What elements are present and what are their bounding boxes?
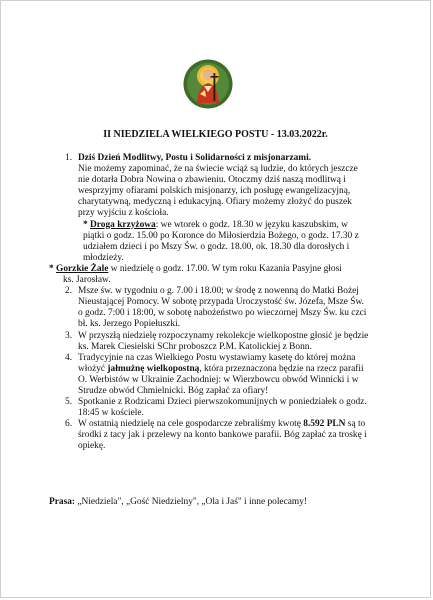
item-number: 3. <box>65 330 73 341</box>
droga-label: Droga krzyżowa <box>90 219 156 230</box>
item-1-text: Nie możemy zapominać, że na świecie wciąż są ludzie, do których jeszcze nie dotarła Dobra Nowina o zbawieniu. Otoczmy dziś naszą modlitwą i wesprzyjmy ofiarami polskich misjonarzy, ich posługę ewangelizacyjną, charytatywną, medyczną i edukacyjną. Ofiary możemy złożyć do puszek przy wyjściu z kościoła. <box>78 164 358 219</box>
press-note <box>49 497 379 508</box>
item-6-post: są to środki z tacy jak i przelewy na konto bankowe parafii. Bóg zapłać za troskę i opiekę. <box>78 419 367 452</box>
item-number: 1. <box>65 153 73 163</box>
press-text: „Niedziela", „Gość Niedzielny", „Ola i Jaś" i inne polecamy! <box>75 497 308 507</box>
gorzkie-label: Gorzkie Żale <box>56 263 109 274</box>
item-number: 5. <box>65 397 73 408</box>
announcement-4 <box>49 353 369 397</box>
gorzkie-star: * <box>49 263 54 274</box>
announcement-3 <box>49 331 369 353</box>
press-label: Prasa: <box>49 497 76 507</box>
announcement-6 <box>49 419 369 452</box>
announcement-5 <box>49 397 369 419</box>
item-number: 2. <box>65 286 73 297</box>
droga-text: : we wtorek o godz. 18.30 w języku kaszubskim, w piątki o godz. 15.00 po Koronce do Miłosierdzia Bożego, o godz. 17.30 z udziałem dzieci i po Mszy Św. o godz. 18.00, ok. 18.30 dla dorosłych i młodzieży. <box>83 219 359 263</box>
item-1-lead: Dziś Dzień Modlitwy, Postu i Solidarności z misjonarzami. <box>78 153 312 163</box>
droga-krzyzowa <box>49 220 369 264</box>
page-title: II NIEDZIELA WIELKIEGO POSTU - 13.03.2022r. <box>103 129 328 140</box>
gorzkie-cont: ks. Jarosław. <box>63 275 111 286</box>
item-4-bold: jałmużnę wielkopostną <box>107 363 200 374</box>
item-6-pre: W ostatnią niedzielę na cele gospodarcze zebraliśmy kwotę <box>78 419 304 430</box>
item-4-post: , która przeznaczona będzie na rzecz parafii O. Werbistów w Ukrainie Zachodniej: w Wierzbowcu obwód Winnicki i w Strudze obwód Chmielnicki. Bóg zapłać za ofiary! <box>78 363 364 396</box>
announcement-1 <box>49 153 369 220</box>
item-2-text: Msze św. w tygodniu o g. 7.00 i 18.00; w środę z nowenną do Matki Bożej Nieustającej Pomocy. W sobotę przypada Uroczystość św. Józefa, Msze Św. o godz. 7:00 i 18:00, w sobotę nabożeństwo po wieczornej Mszy Św. ku czci bł. ks. Jerzego Popiełuszki. <box>78 286 367 330</box>
item-3-text: W przyszłą niedzielę rozpoczynamy rekolekcje wielkopostne głosić je będzie ks. Marek Ciesielski SChr proboszcz P.M. Katolickiej z Bonn. <box>78 330 369 352</box>
gorzkie-zale <box>49 264 369 286</box>
item-4-pre: Tradycyjnie na czas Wielkiego Postu wystawiamy kasetę do której można włożyć <box>78 352 356 374</box>
gorzkie-text: w niedzielę o godz. 17.00. W tym roku Kazania Pasyjne głosi <box>108 263 342 274</box>
item-6-bold: 8.592 PLN <box>303 419 346 430</box>
item-number: 6. <box>65 419 73 430</box>
saint-icon <box>183 59 233 109</box>
item-number: 4. <box>65 352 73 363</box>
item-5-text: Spotkanie z Rodzicami Dzieci pierwszokomunijnych w poniedziałek o godz. 18:45 w kościele. <box>78 397 367 419</box>
announcements <box>49 153 369 453</box>
announcement-2 <box>49 286 369 330</box>
droga-star: * <box>83 219 88 230</box>
